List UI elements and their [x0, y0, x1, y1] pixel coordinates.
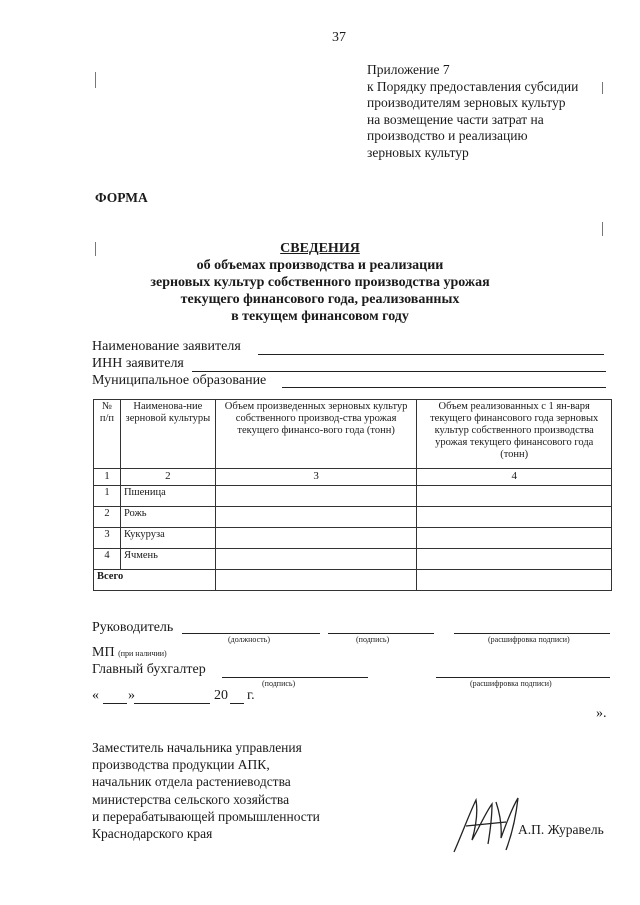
appendix-line: производство и реализацию	[367, 128, 528, 144]
closing-quote: ».	[596, 706, 607, 721]
column-number: 3	[215, 469, 417, 486]
row-num: 3	[94, 528, 121, 549]
row-crop: Ячмень	[120, 549, 215, 570]
handwritten-signature	[446, 782, 530, 860]
head-decoding-line[interactable]	[454, 633, 610, 634]
total-label: Всего	[94, 570, 216, 591]
table-row	[94, 486, 612, 507]
total-produced-cell[interactable]	[215, 570, 417, 591]
sold-cell[interactable]	[417, 507, 612, 528]
footer-line: Краснодарского края	[92, 826, 213, 842]
row-num: 2	[94, 507, 121, 528]
crops-table	[93, 399, 612, 591]
stamp-mp: МП	[92, 645, 115, 660]
date-day-field[interactable]	[103, 703, 127, 704]
appendix-line: к Порядку предоставления субсидии	[367, 78, 579, 94]
title-main: СВЕДЕНИЯ	[280, 241, 360, 256]
appendix-line: Приложение 7	[367, 62, 450, 77]
head-position-line[interactable]	[182, 633, 320, 634]
row-crop: Рожь	[120, 507, 215, 528]
total-row	[94, 570, 612, 591]
column-number: 2	[120, 469, 215, 486]
year-suffix: г.	[247, 688, 255, 703]
title-line: об объемах производства и реализации	[196, 258, 444, 273]
header-sold: Объем реализованных с 1 ян-варя текущего финансового года зерновых культур собственного производства урожая текущего финансового года (тонн)	[417, 400, 612, 469]
accountant-decoding-caption: (расшифровка подписи)	[470, 679, 552, 688]
sold-cell[interactable]	[417, 486, 612, 507]
date-month-field[interactable]	[134, 703, 210, 704]
sold-cell[interactable]	[417, 549, 612, 570]
form-label: ФОРМА	[95, 190, 148, 205]
decoding-caption: (расшифровка подписи)	[488, 635, 570, 644]
appendix-line: производителям зерновых культур	[367, 95, 566, 111]
accountant-signature-caption: (подпись)	[262, 679, 296, 688]
municipality-field[interactable]	[282, 387, 606, 388]
municipality-label: Муниципальное образование	[92, 373, 267, 388]
column-number-row	[94, 469, 612, 486]
page-number: 37	[332, 30, 346, 45]
date-open-quote: «	[92, 688, 99, 703]
title-line: зерновых культур собственного производства урожая	[150, 275, 490, 290]
footer-line: и перерабатывающей промышленности	[92, 808, 320, 824]
footer-position-block	[92, 739, 320, 842]
footer-line: Заместитель начальника управления	[92, 740, 302, 755]
produced-cell[interactable]	[215, 549, 417, 570]
total-sold-cell[interactable]	[417, 570, 612, 591]
accountant-decoding-line[interactable]	[436, 677, 610, 678]
signature-caption: (подпись)	[356, 635, 390, 644]
footer-line: министерства сельского хозяйства	[92, 791, 290, 807]
row-num: 1	[94, 486, 121, 507]
footer-line: начальник отдела растениеводства	[92, 774, 291, 790]
table-row	[94, 549, 612, 570]
title-line: текущего финансового года, реализованных	[180, 292, 460, 307]
appendix-line: зерновых культур	[367, 144, 469, 160]
column-number: 1	[94, 469, 121, 486]
date-year-field[interactable]	[230, 703, 244, 704]
year-prefix: 20	[214, 688, 228, 703]
row-num: 4	[94, 549, 121, 570]
head-label: Руководитель	[92, 620, 174, 635]
stamp-note: (при наличии)	[118, 649, 167, 658]
appendix-block	[367, 62, 578, 162]
applicant-name-field[interactable]	[258, 354, 604, 355]
head-signature-line[interactable]	[328, 633, 434, 634]
applicant-name-label: Наименование заявителя	[92, 339, 241, 354]
margin-mark	[602, 222, 603, 236]
column-number: 4	[417, 469, 612, 486]
table-header-row	[94, 400, 612, 469]
signer-name: А.П. Журавель	[518, 822, 604, 837]
sold-cell[interactable]	[417, 528, 612, 549]
footer-line: производства продукции АПК,	[92, 757, 270, 773]
appendix-line: на возмещение части затрат на	[367, 111, 544, 127]
title-line: в текущем финансовом году	[231, 309, 409, 324]
date-close-quote: »	[128, 688, 135, 703]
header-produced: Объем произведенных зерновых культур собственного производ-ства урожая текущего финансо-вого года (тонн)	[215, 400, 417, 469]
produced-cell[interactable]	[215, 528, 417, 549]
stamp-label	[92, 645, 167, 661]
table-row	[94, 528, 612, 549]
document-title	[0, 240, 640, 325]
margin-mark	[95, 72, 96, 88]
table-row	[94, 507, 612, 528]
row-crop: Пшеница	[120, 486, 215, 507]
header-crop: Наименова-ние зерновой культуры	[120, 400, 215, 469]
produced-cell[interactable]	[215, 507, 417, 528]
position-caption: (должность)	[228, 635, 270, 644]
inn-label: ИНН заявителя	[92, 356, 184, 371]
header-num: № п/п	[94, 400, 121, 469]
row-crop: Кукуруза	[120, 528, 215, 549]
accountant-label: Главный бухгалтер	[92, 662, 206, 677]
produced-cell[interactable]	[215, 486, 417, 507]
inn-field[interactable]	[192, 371, 606, 372]
accountant-signature-line[interactable]	[222, 677, 368, 678]
margin-mark	[602, 82, 603, 94]
